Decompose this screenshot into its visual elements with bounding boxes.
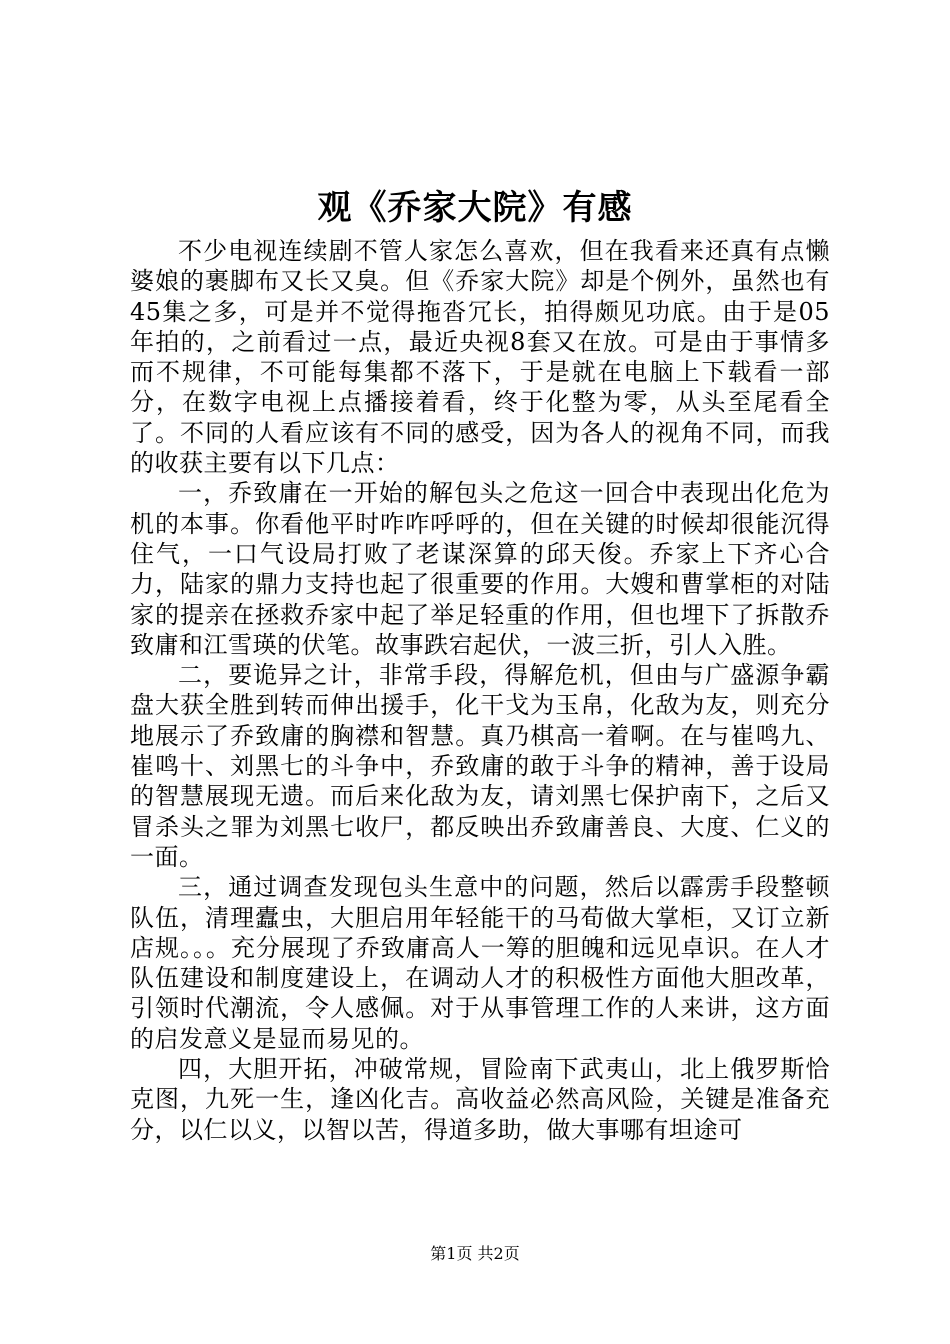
document-body — [130, 236, 830, 1145]
paragraph-point-2: 二，要诡异之计，非常手段，得解危机，但由与广盛源争霸盘大获全胜到转而伸出援手，化干戈为玉帛，化敌为友，则充分地展示了乔致庸的胸襟和智慧。真乃棋高一着啊。在与崔鸣九、崔鸣十、刘黑七的斗争中，乔致庸的敢于斗争的精神，善于设局的智慧展现无遗。而后来化敌为友，请刘黑七保护南下，之后又冒杀头之罪为刘黑七收尸，都反映出乔致庸善良、大度、仁义的一面。 — [130, 661, 830, 871]
paragraph-point-4: 四，大胆开拓，冲破常规，冒险南下武夷山，北上俄罗斯恰克图，九死一生，逢凶化吉。高收益必然高风险，关键是准备充分，以仁以义，以智以苦，得道多助，做大事哪有坦途可 — [130, 1055, 830, 1144]
paragraph-point-3: 三，通过调查发现包头生意中的问题，然后以霹雳手段整顿队伍，清理蠹虫，大胆启用年轻能干的马荀做大掌柜，又订立新店规。。。充分展现了乔致庸高人一筹的胆魄和远见卓识。在人才队伍建设和制度建设上，在调动人才的积极性方面他大胆改革，引领时代潮流，令人感佩。对于从事管理工作的人来讲，这方面的启发意义是显而易见的。 — [130, 873, 830, 1053]
paragraph-point-1: 一，乔致庸在一开始的解包头之危这一回合中表现出化危为机的本事。你看他平时咋咋呼呼的，但在关键的时候却很能沉得住气，一口气设局打败了老谋深算的邱天俊。乔家上下齐心合力，陆家的鼎力支持也起了很重要的作用。大嫂和曹掌柜的对陆家的提亲在拯救乔家中起了举足轻重的作用，但也埋下了拆散乔致庸和江雪瑛的伏笔。故事跌宕起伏，一波三折，引人入胜。 — [130, 479, 830, 659]
page-title: 观《乔家大院》有感 — [317, 188, 633, 228]
paragraph-intro: 不少电视连续剧不管人家怎么喜欢，但在我看来还真有点懒婆娘的裹脚布又长又臭。但《乔家大院》却是个例外，虽然也有45集之多，可是并不觉得拖沓冗长，拍得颇见功底。由于是05年拍的，之前看过一点，最近央视8套又在放。可是由于事情多而不规律，不可能每集都不落下，于是就在电脑上下载看一部分，在数字电视上点播接着看，终于化整为零，从头至尾看全了。不同的人看应该有不同的感受，因为各人的视角不同，而我的收获主要有以下几点： — [130, 237, 830, 478]
page-footer: 第1页 共2页 — [430, 1244, 520, 1263]
